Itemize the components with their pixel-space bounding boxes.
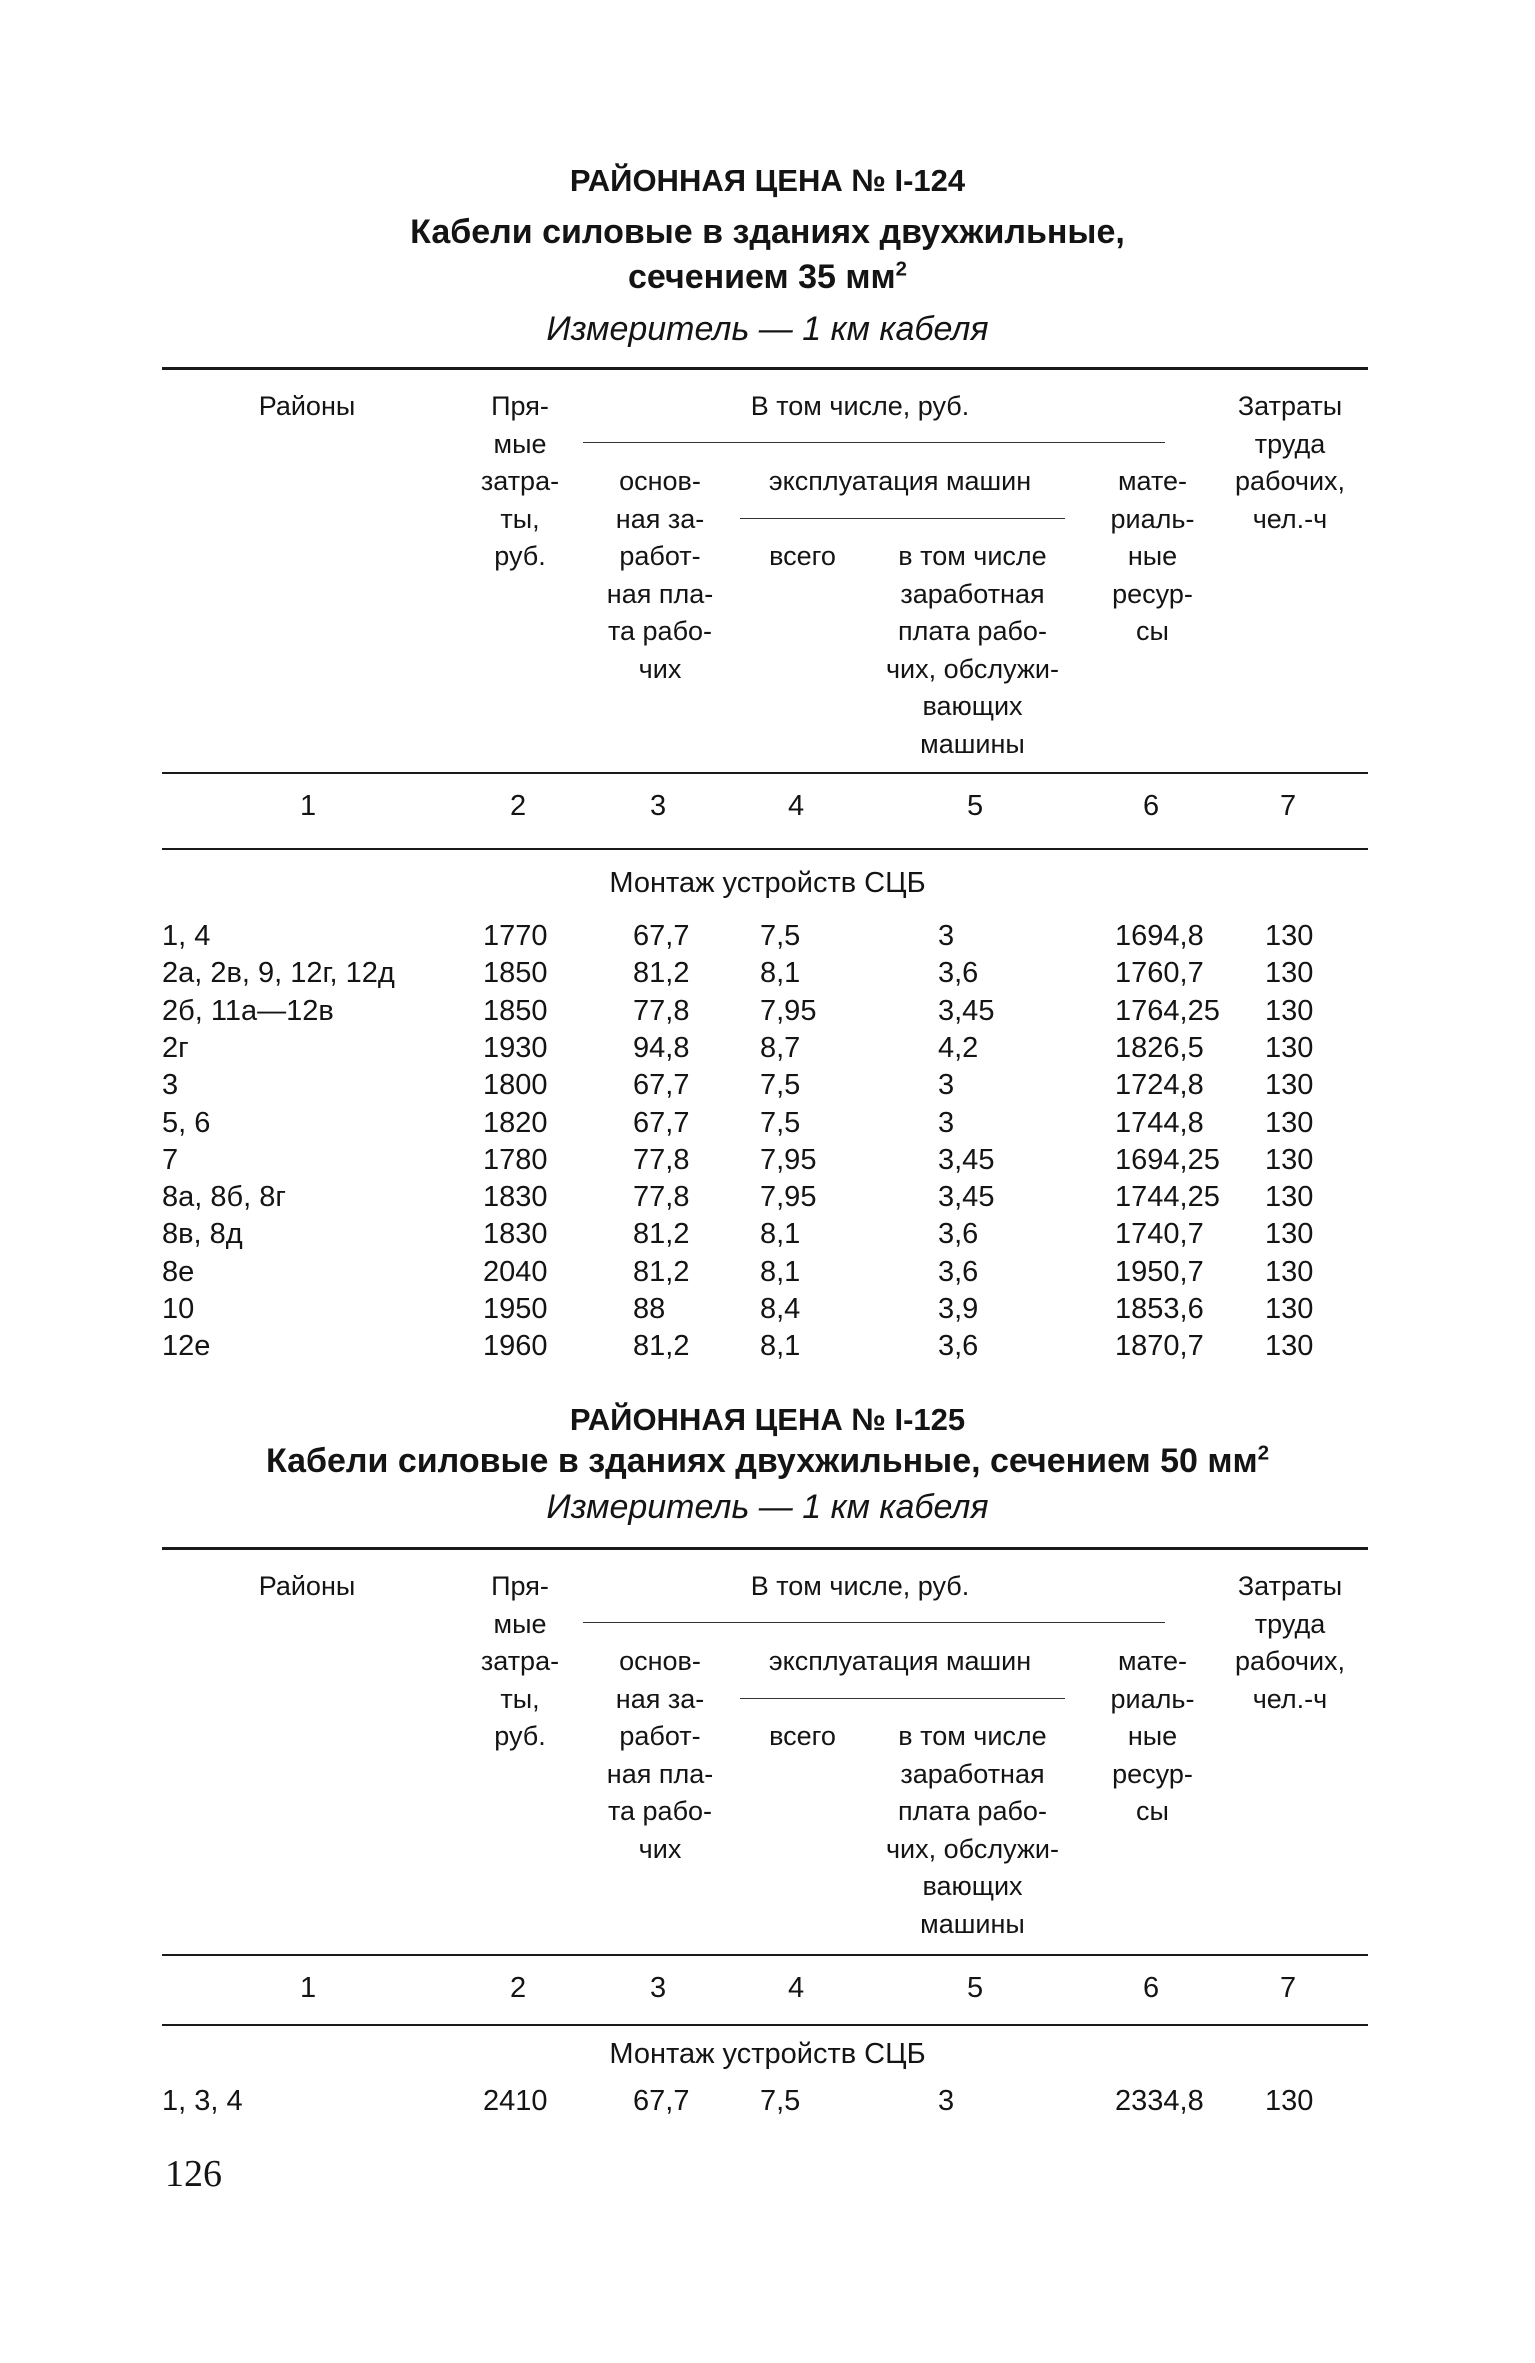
table-cell-col3: 67,7	[633, 920, 690, 952]
table-cell-col5: 3,45	[938, 994, 995, 1027]
table2-measure: Измеритель — 1 км кабеля	[546, 1488, 989, 1526]
table1-subtitle-text: сечением 35 мм	[627, 258, 896, 296]
table-cell-col1: 8а, 8б, 8г	[162, 1181, 286, 1214]
table1-title: РАЙОННАЯ ЦЕНА № I-124	[569, 163, 966, 198]
table2-header-col4: всего	[769, 1721, 836, 1751]
table1-measure: Измеритель — 1 км кабеля	[546, 310, 989, 348]
table-cell-col6: 1694,25	[1115, 1143, 1220, 1176]
table2-header-col2: Пря- мые затра- ты, руб.	[480, 1571, 560, 1751]
colnum-4: 4	[788, 1972, 805, 2004]
table-row	[0, 920, 1535, 957]
table-cell-col1: 1, 4	[162, 920, 211, 952]
table-cell-col4: 7,95	[760, 1143, 817, 1176]
table2-header-machines: эксплуатация машин	[768, 1646, 1032, 1676]
colnum-6: 6	[1143, 790, 1160, 822]
table1-numbers-rule	[162, 848, 1368, 850]
table2-header-group: В том числе, руб.	[750, 1571, 970, 1601]
table2-subtitle-text: Кабели силовые в зданиях двухжильные, сечением 50 мм	[265, 1442, 1258, 1480]
table-cell-col2: 1850	[483, 994, 548, 1027]
table-cell-col5: 3,45	[938, 1143, 995, 1176]
table-cell-col7: 130	[1265, 1143, 1314, 1176]
table-cell-col1: 2г	[162, 1031, 189, 1064]
table1-header-machines: эксплуатация машин	[768, 466, 1032, 496]
table2-machines-rule	[740, 1698, 1065, 1699]
table-cell-col4: 8,1	[760, 1330, 801, 1363]
table2-header-col6: мате- риаль- ные ресур- сы	[1110, 1646, 1195, 1826]
table-cell-col5: 3,45	[938, 1181, 995, 1214]
table-cell-col7: 130	[1265, 1255, 1314, 1288]
colnum-3: 3	[650, 790, 667, 822]
table-cell-col7: 130	[1265, 1218, 1314, 1251]
table1-subtitle-line2	[0, 258, 1535, 297]
colnum-2: 2	[510, 1972, 527, 2004]
table-cell-col3: 77,8	[633, 1143, 690, 1176]
table-cell-col6: 1853,6	[1115, 1293, 1204, 1325]
table-cell-col7: 130	[1265, 957, 1314, 990]
table-cell-col2: 1820	[483, 1106, 548, 1139]
table-row	[0, 995, 1535, 1032]
table-cell-col2: 1850	[483, 957, 548, 990]
page-number: 126	[165, 2153, 222, 2195]
table-cell-col4: 7,5	[760, 1069, 801, 1102]
table-cell-col5: 3,9	[938, 1293, 979, 1325]
table-cell-col4: 7,5	[760, 920, 801, 952]
table-cell-col3: 94,8	[633, 1031, 690, 1064]
table2-header-col5: в том числе заработная плата рабо- чих, обслужи- вающих машины	[885, 1721, 1060, 1939]
table-cell-col2: 1930	[483, 1031, 548, 1064]
table-cell-col4: 7,95	[760, 994, 817, 1027]
table2-header-col1: Районы	[258, 1571, 356, 1601]
table1-header-col2: Пря- мые затра- ты, руб.	[480, 391, 560, 571]
table-cell-col1: 8е	[162, 1255, 195, 1288]
table2-header-col3: основ- ная за- работ- ная пла- та рабо- чих	[606, 1646, 714, 1864]
table1-header-col4: всего	[769, 541, 836, 571]
table-cell-col2: 1830	[483, 1181, 548, 1214]
table-cell-col5: 3,6	[938, 1218, 979, 1251]
table-cell-col2: 1830	[483, 1218, 548, 1251]
table1-machines-rule	[740, 518, 1065, 519]
table-cell-col1: 2б, 11а—12в	[162, 994, 334, 1027]
table-cell-col4: 8,1	[760, 1255, 801, 1288]
table-cell-col1: 8в, 8д	[162, 1218, 243, 1251]
table-cell-col6: 1744,25	[1115, 1181, 1220, 1214]
table-cell-col2: 2040	[483, 1255, 548, 1288]
table-cell-col1: 10	[162, 1293, 195, 1325]
colnum-3: 3	[650, 1972, 667, 2004]
table-cell-col3: 81,2	[633, 957, 690, 990]
table-row	[0, 1107, 1535, 1144]
table1-header-col6: мате- риаль- ные ресур- сы	[1110, 466, 1195, 646]
table-cell-col4: 7,5	[760, 1106, 801, 1139]
table-cell-col7: 130	[1265, 1181, 1314, 1214]
table-cell-col3: 81,2	[633, 1255, 690, 1288]
table-cell-col3: 67,7	[633, 2085, 690, 2117]
table-cell-col4: 8,7	[760, 1031, 801, 1064]
table-cell-col6: 1826,5	[1115, 1031, 1204, 1064]
table-cell-col4: 8,1	[760, 957, 801, 990]
table-cell-col3: 88	[633, 1293, 666, 1325]
table-cell-col5: 3,6	[938, 957, 979, 990]
colnum-1: 1	[300, 1972, 317, 2004]
table-row	[0, 1218, 1535, 1255]
table-cell-col3: 81,2	[633, 1218, 690, 1251]
colnum-2: 2	[510, 790, 527, 822]
colnum-6: 6	[1143, 1972, 1160, 2004]
table1-subtitle-sup: 2	[895, 258, 908, 281]
table-cell-col1: 7	[162, 1143, 179, 1176]
colnum-4: 4	[788, 790, 805, 822]
table-cell-col6: 1744,8	[1115, 1106, 1204, 1139]
table2-header-col7: Затраты труда рабочих, чел.-ч	[1234, 1571, 1346, 1714]
table-row	[0, 1256, 1535, 1293]
table-cell-col4: 7,95	[760, 1181, 817, 1214]
table-row	[0, 1293, 1535, 1330]
table-cell-col7: 130	[1265, 1069, 1314, 1102]
table-cell-col5: 3,6	[938, 1330, 979, 1363]
table-cell-col5: 3	[938, 1106, 955, 1139]
table-cell-col1: 3	[162, 1069, 179, 1102]
table-cell-col3: 77,8	[633, 1181, 690, 1214]
table-cell-col2: 1960	[483, 1330, 548, 1363]
table2-section-title: Монтаж устройств СЦБ	[609, 2038, 926, 2070]
table-cell-col3: 67,7	[633, 1069, 690, 1102]
table-cell-col7: 130	[1265, 1293, 1314, 1325]
table1-header-col5: в том числе заработная плата рабо- чих, обслужи- вающих машины	[885, 541, 1060, 759]
table1-top-rule	[162, 367, 1368, 370]
table-cell-col5: 3	[938, 1069, 955, 1102]
colnum-5: 5	[967, 790, 984, 822]
table2-subtitle-sup: 2	[1257, 1442, 1270, 1465]
table-cell-col4: 8,4	[760, 1293, 801, 1325]
table-row	[0, 1330, 1535, 1367]
table-row	[0, 2085, 1535, 2122]
table-row	[0, 1069, 1535, 1106]
table1-group-rule	[583, 442, 1165, 443]
table-row	[0, 1144, 1535, 1181]
table-cell-col2: 2410	[483, 2085, 548, 2117]
table1-header-col1: Районы	[258, 391, 356, 421]
table-cell-col6: 1764,25	[1115, 994, 1220, 1027]
table-cell-col5: 3,6	[938, 1255, 979, 1288]
table1-section-title: Монтаж устройств СЦБ	[609, 867, 926, 899]
table-cell-col2: 1780	[483, 1143, 548, 1176]
table-cell-col7: 130	[1265, 920, 1314, 952]
table-cell-col3: 67,7	[633, 1106, 690, 1139]
table-row	[0, 1032, 1535, 1069]
table2-title: РАЙОННАЯ ЦЕНА № I-125	[569, 1402, 966, 1437]
table-cell-col6: 1760,7	[1115, 957, 1204, 990]
table-cell-col7: 130	[1265, 2085, 1314, 2117]
colnum-1: 1	[300, 790, 317, 822]
table2-subtitle	[0, 1442, 1535, 1481]
table-row	[0, 1181, 1535, 1218]
table1-subtitle-line1: Кабели силовые в зданиях двухжильные,	[410, 213, 1125, 251]
table-cell-col5: 3	[938, 920, 955, 952]
table-cell-col3: 81,2	[633, 1330, 690, 1363]
table-cell-col6: 1694,8	[1115, 920, 1204, 952]
table2-header-rule	[162, 1954, 1368, 1956]
table-cell-col2: 1770	[483, 920, 548, 952]
table-cell-col4: 7,5	[760, 2085, 801, 2117]
table1-header-col7: Затраты труда рабочих, чел.-ч	[1234, 391, 1346, 534]
table-cell-col6: 1724,8	[1115, 1069, 1204, 1102]
table-cell-col2: 1950	[483, 1293, 548, 1325]
table-cell-col6: 2334,8	[1115, 2085, 1204, 2117]
table-cell-col3: 77,8	[633, 994, 690, 1027]
table-cell-col6: 1740,7	[1115, 1218, 1204, 1251]
table-cell-col4: 8,1	[760, 1218, 801, 1251]
table-cell-col1: 2а, 2в, 9, 12г, 12д	[162, 957, 395, 990]
table-row	[0, 957, 1535, 994]
table-cell-col6: 1870,7	[1115, 1330, 1204, 1363]
table-cell-col7: 130	[1265, 1031, 1314, 1064]
table-cell-col5: 3	[938, 2085, 955, 2117]
colnum-7: 7	[1280, 1972, 1297, 2004]
table-cell-col1: 12е	[162, 1330, 211, 1363]
table2-group-rule	[583, 1622, 1165, 1623]
table2-numbers-rule	[162, 2024, 1368, 2026]
table-cell-col1: 5, 6	[162, 1106, 211, 1139]
table-cell-col7: 130	[1265, 1106, 1314, 1139]
table-cell-col5: 4,2	[938, 1031, 979, 1064]
table1-header-rule	[162, 772, 1368, 774]
table-cell-col7: 130	[1265, 1330, 1314, 1363]
table-cell-col7: 130	[1265, 994, 1314, 1027]
table2-top-rule	[162, 1547, 1368, 1550]
table-cell-col1: 1, 3, 4	[162, 2085, 243, 2117]
colnum-7: 7	[1280, 790, 1297, 822]
colnum-5: 5	[967, 1972, 984, 2004]
table-cell-col2: 1800	[483, 1069, 548, 1102]
table1-header-group: В том числе, руб.	[750, 391, 970, 421]
table-cell-col6: 1950,7	[1115, 1255, 1204, 1288]
table1-header-col3: основ- ная за- работ- ная пла- та рабо- чих	[606, 466, 714, 684]
